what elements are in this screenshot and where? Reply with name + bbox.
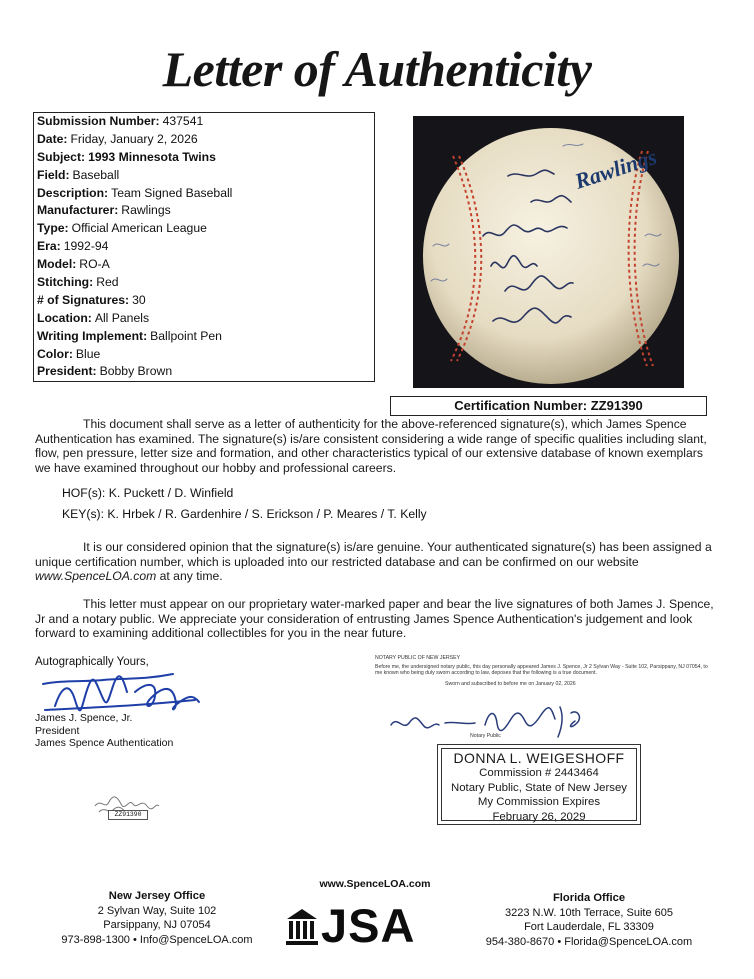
notary-expires-label: My Commission Expires: [477, 796, 601, 808]
signed-baseball-image: [413, 116, 684, 388]
notary-name: DONNA L. WEIGESHOFF: [453, 750, 625, 766]
office-contact: 954-380-8670 • Florida@SpenceLOA.com: [485, 935, 693, 948]
jsa-logo: [285, 901, 465, 953]
detail-value: Friday, January 2, 2026: [70, 131, 198, 146]
new-jersey-office: [48, 889, 266, 947]
notary-heading: NOTARY PUBLIC OF NEW JERSEY: [375, 655, 461, 661]
detail-label: Color:: [37, 346, 73, 361]
notary-state: Notary Public, State of New Jersey: [451, 781, 627, 794]
detail-row: [34, 185, 374, 203]
detail-value: Team Signed Baseball: [111, 185, 233, 200]
notary-stamp-inner: [441, 748, 637, 821]
detail-row: [34, 256, 374, 274]
signer-company: James Spence Authentication: [35, 737, 174, 749]
detail-label: Type:: [37, 221, 69, 236]
notary-stamp: [437, 744, 641, 825]
notary-expires-date: February 26, 2029: [492, 810, 586, 823]
hof-signatures: HOF(s): K. Puckett / D. Winfield: [62, 486, 234, 500]
detail-label: Model:: [37, 257, 77, 272]
detail-value: 1992-94: [63, 239, 109, 254]
notary-public-label: Notary Public: [470, 733, 501, 739]
footer-website[interactable]: www.SpenceLOA.com: [319, 878, 431, 890]
signer-name: James J. Spence, Jr.: [35, 712, 133, 724]
detail-value: Red: [96, 275, 119, 290]
authenticity-paragraph: This document shall serve as a letter of authenticity for the above-referenced signature(s), which James Spence Authentication has examined. The signature(s) is/are consistent considering a wide range of specific qualities including slant, flow, pen pressure, letter size and formation, and other characteristics typical of our extensive database of known exemplars we have examined throughout our hobby and professional careers.: [35, 417, 707, 475]
detail-label: Manufacturer:: [37, 203, 119, 218]
detail-row: [34, 292, 374, 310]
detail-value: Baseball: [72, 167, 120, 182]
website-link[interactable]: www.SpenceLOA.com: [35, 569, 157, 584]
ball-brand-text: Rawlings: [571, 143, 660, 194]
detail-value: All Panels: [94, 310, 150, 325]
office-address-line2: Fort Lauderdale, FL 33309: [524, 921, 654, 933]
detail-label: Description:: [37, 185, 109, 200]
jsa-logo-text: JSA: [321, 899, 416, 952]
detail-label: # of Signatures:: [37, 292, 130, 307]
detail-label: Writing Implement:: [37, 328, 148, 343]
page-title: Letter of Authenticity: [162, 41, 592, 97]
closing-text: Autographically Yours,: [35, 656, 149, 668]
signer-role: President: [35, 724, 80, 737]
notary-commission: Commission # 2443464: [479, 767, 599, 779]
detail-value: Blue: [75, 346, 101, 361]
office-address-line1: 3223 N.W. 10th Terrace, Suite 605: [505, 906, 673, 919]
office-address-line1: 2 Sylvan Way, Suite 102: [97, 904, 217, 917]
detail-row: [34, 346, 374, 364]
detail-row: [34, 274, 374, 292]
detail-label: Date:: [37, 131, 68, 146]
detail-row: [34, 131, 374, 149]
detail-row: [34, 113, 374, 131]
detail-row: [34, 220, 374, 238]
detail-value: 1993 Minnesota Twins: [88, 149, 216, 164]
hologram-number: ZZ91390: [108, 810, 148, 820]
submission-details-box: [33, 112, 375, 382]
opinion-paragraph: [35, 540, 715, 584]
certification-number: Certification Number: ZZ91390: [390, 396, 707, 416]
detail-row: [34, 202, 374, 220]
notary-sworn: Sworn and subscribed to before me on January 02, 2026: [445, 680, 576, 687]
baseball-photo: [413, 116, 684, 388]
key-signatures: KEY(s): K. Hrbek / R. Gardenhire / S. Erickson / P. Meares / T. Kelly: [62, 507, 427, 521]
watermark-paragraph: This letter must appear on our proprietary water-marked paper and bear the live signatures of both James J. Spence, Jr and a notary public. We appreciate your consideration of entrusting James Spence Authentication's judgement and look forward to examining additional collectibles for you in the near future.: [35, 597, 714, 641]
notary-statement: [375, 655, 715, 687]
detail-value: RO-A: [79, 257, 110, 272]
detail-label: Field:: [37, 167, 70, 182]
opinion-text-end: at any time.: [156, 569, 223, 584]
detail-value: Bobby Brown: [99, 364, 173, 379]
detail-row: [34, 310, 374, 328]
opinion-text: It is our considered opinion that the signature(s) is/are genuine. Your authenticated signature(s) has been assigned a unique certification number, which is uploaded into our restricted database and can be confirmed on our website: [35, 540, 712, 569]
detail-row: [34, 328, 374, 346]
office-name: New Jersey Office: [108, 890, 206, 902]
detail-value: Ballpoint Pen: [150, 328, 222, 343]
columns-icon: [285, 907, 319, 947]
detail-label: Era:: [37, 239, 61, 254]
detail-value: Official American League: [71, 221, 207, 236]
detail-label: Location:: [37, 310, 92, 325]
detail-label: Submission Number:: [37, 114, 160, 128]
detail-row: [34, 167, 374, 185]
detail-value: Rawlings: [121, 203, 171, 218]
office-address-line2: Parsippany, NJ 07054: [103, 919, 211, 931]
detail-row: [34, 238, 374, 256]
office-contact: 973-898-1300 • Info@SpenceLOA.com: [61, 933, 253, 946]
detail-row: [34, 149, 374, 167]
detail-label: President:: [37, 364, 97, 379]
detail-label: Subject:: [37, 149, 86, 164]
detail-value: 437541: [162, 114, 204, 128]
detail-row: [34, 363, 374, 381]
detail-label: Stitching:: [37, 275, 94, 290]
notary-text: Before me, the undersigned notary public, this day personally appeared James J. Spence, Jr 2 Sylvan Way - Suite 102, Parsippany, NJ 07054, to me known who being duly sworn according to law, deposes that the following is a true document.: [375, 664, 708, 677]
florida-office: [472, 891, 706, 949]
president-signature: [35, 666, 205, 716]
office-name: Florida Office: [552, 892, 626, 904]
detail-value: 30: [132, 292, 146, 307]
signer-block: [35, 712, 173, 750]
